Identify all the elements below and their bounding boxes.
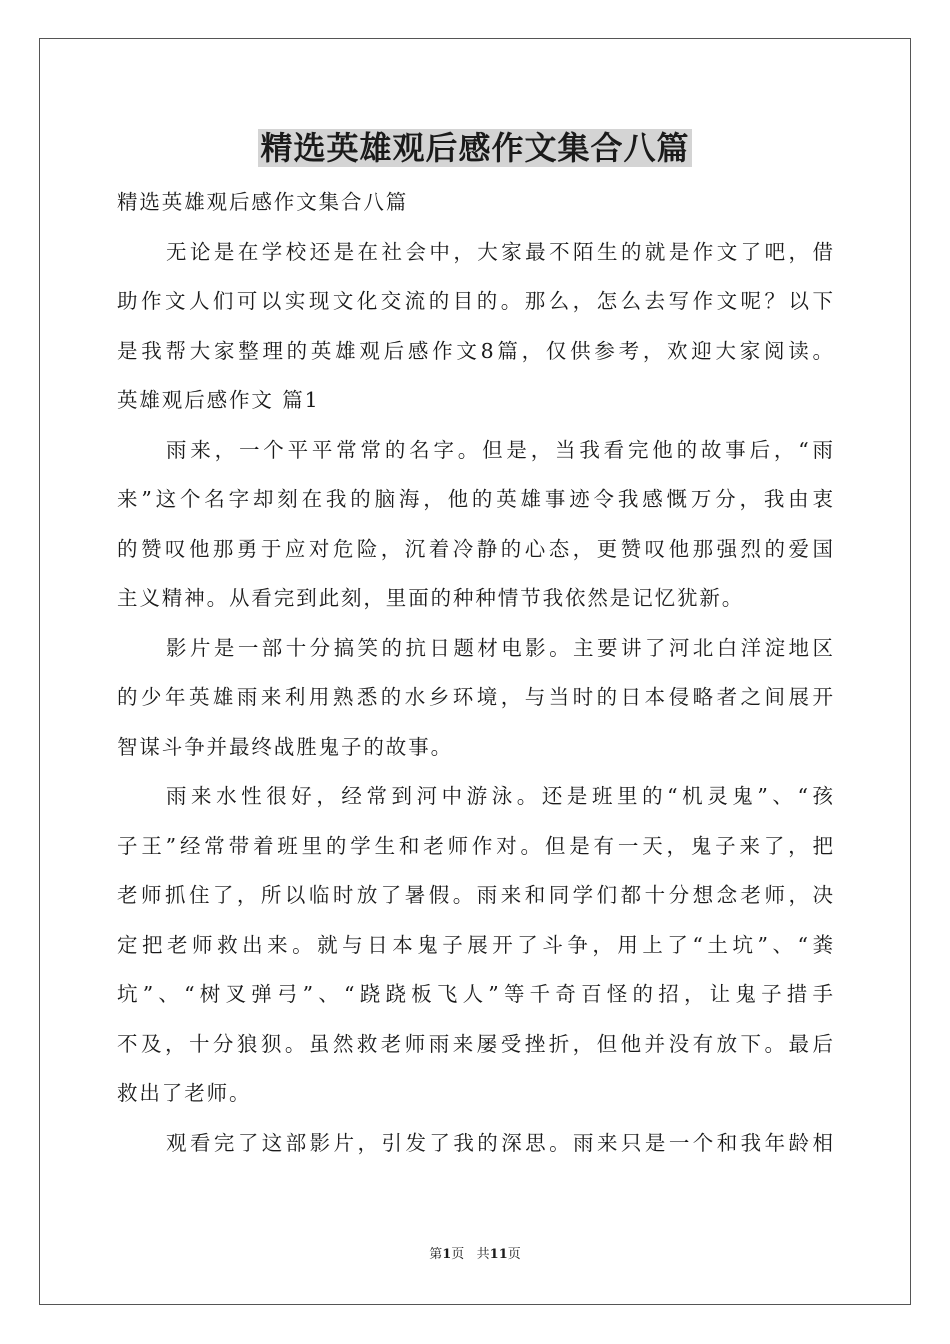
paragraph-line: 雨来水性很好，经常到河中游泳。还是班里的“机灵鬼”、“孩	[166, 784, 833, 808]
footer-mid: 页 共	[451, 1247, 490, 1262]
footer-prefix: 第	[429, 1247, 443, 1262]
paragraph-line: 主义精神。从看完到此刻，里面的种种情节我依然是记忆犹新。	[117, 586, 745, 610]
document-title-text: 精选英雄观后感作文集合八篇	[260, 129, 690, 167]
paragraph-line: 智谋斗争并最终战胜鬼子的故事。	[117, 734, 453, 759]
paragraph-line: 观看完了这部影片，引发了我的深思。雨来只是一个和我年龄相	[166, 1130, 833, 1155]
paragraph-line: 无论是在学校还是在社会中，大家最不陌生的就是作文了吧，借	[166, 239, 833, 264]
document-body	[117, 178, 833, 1168]
footer-current-page: 1	[442, 1247, 452, 1262]
paragraph-line: 的少年英雄雨来利用熟悉的水乡环境，与当时的日本侵略者之间展开	[117, 685, 833, 709]
paragraph-line: 定把老师救出来。就与日本鬼子展开了斗争，用上了“土坑”、“粪	[117, 932, 833, 957]
document-subtitle: 精选英雄观后感作文集合八篇	[117, 190, 409, 214]
paragraph-line: 的赞叹他那勇于应对危险，沉着冷静的心态，更赞叹他那强烈的爱国	[117, 536, 833, 561]
paragraph-line: 助作文人们可以实现文化交流的目的。那么，怎么去写作文呢？以下	[117, 289, 833, 313]
document-title	[0, 126, 950, 170]
page-footer	[0, 1246, 950, 1264]
paragraph-line: 不及，十分狼狈。虽然救老师雨来屡受挫折，但他并没有放下。最后	[117, 1031, 833, 1056]
paragraph-line: 雨来，一个平平常常的名字。但是，当我看完他的故事后，“雨	[166, 437, 833, 462]
footer-suffix: 页	[507, 1247, 521, 1262]
footer-total-pages: 11	[489, 1247, 508, 1262]
paragraph-line: 老师抓住了，所以临时放了暑假。雨来和同学们都十分想念老师，决	[117, 883, 833, 907]
paragraph-line: 来”这个名字却刻在我的脑海，他的英雄事迹令我感慨万分，我由衷	[117, 487, 833, 511]
paragraph-line: 是我帮大家整理的英雄观后感作文8篇，仅供参考，欢迎大家阅读。	[117, 338, 833, 363]
paragraph-line: 坑”、“树叉弹弓”、“跷跷板飞人”等千奇百怪的招，让鬼子措手	[117, 982, 833, 1006]
paragraph-line: 影片是一部十分搞笑的抗日题材电影。主要讲了河北白洋淀地区	[166, 635, 833, 660]
section-heading: 英雄观后感作文 篇1	[117, 388, 320, 412]
paragraph-line: 子王”经常带着班里的学生和老师作对。但是有一天，鬼子来了，把	[117, 833, 833, 858]
paragraph-line: 救出了老师。	[117, 1081, 252, 1105]
